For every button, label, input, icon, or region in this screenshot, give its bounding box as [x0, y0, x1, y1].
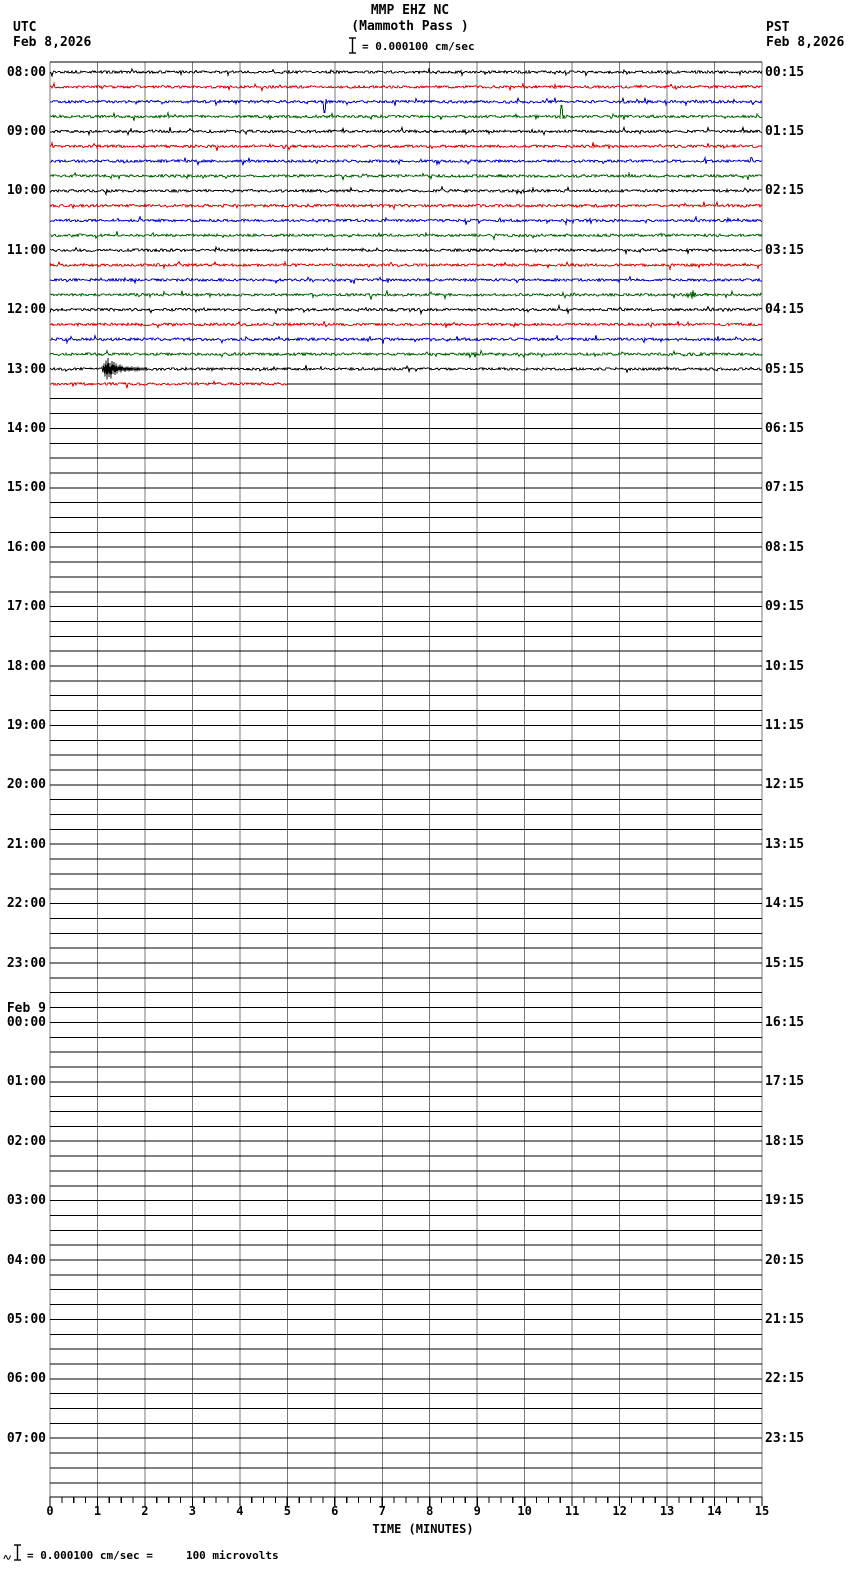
- minute-tick-label: 0: [46, 1504, 54, 1518]
- pst-hour-label: 12:15: [765, 777, 805, 793]
- day-break-label: Feb 9: [6, 1000, 46, 1016]
- pst-hour-label: 21:15: [765, 1311, 805, 1327]
- pst-hour-label: 01:15: [765, 123, 805, 139]
- minute-tick-label: 2: [141, 1504, 149, 1518]
- utc-hour-label: 16:00: [6, 539, 46, 555]
- pst-hour-label: 05:15: [765, 361, 805, 377]
- pst-hour-label: 04:15: [765, 302, 805, 318]
- pst-hour-label: 08:15: [765, 539, 805, 555]
- footer-scale-text: = 0.000100 cm/sec = 100 microvolts: [27, 1549, 279, 1562]
- utc-hour-label: 23:00: [6, 955, 46, 971]
- minute-tick-label: 7: [378, 1504, 386, 1518]
- pst-hour-label: 13:15: [765, 836, 805, 852]
- utc-hour-label: 09:00: [6, 123, 46, 139]
- pst-hour-label: 17:15: [765, 1074, 805, 1090]
- pst-hour-label: 19:15: [765, 1193, 805, 1209]
- station-subtitle: (Mammoth Pass ): [351, 19, 469, 34]
- header-scale-text: = 0.000100 cm/sec: [362, 40, 475, 53]
- minute-tick-label: 13: [659, 1504, 675, 1518]
- pst-hour-label: 06:15: [765, 420, 805, 436]
- station-title: MMP EHZ NC: [370, 3, 450, 18]
- pst-hour-label: 23:15: [765, 1430, 805, 1446]
- minute-tick-label: 6: [331, 1504, 339, 1518]
- pst-hour-label: 11:15: [765, 717, 805, 733]
- utc-hour-label: 15:00: [6, 480, 46, 496]
- utc-hour-label: 22:00: [6, 896, 46, 912]
- utc-hour-label: 10:00: [6, 183, 46, 199]
- minute-tick-label: 3: [188, 1504, 196, 1518]
- utc-hour-label: 14:00: [6, 420, 46, 436]
- utc-hour-label: 00:00: [6, 1014, 46, 1030]
- pst-hour-label: 20:15: [765, 1252, 805, 1268]
- utc-zone-label: UTC: [13, 20, 37, 35]
- pst-hour-label: 18:15: [765, 1133, 805, 1149]
- utc-hour-label: 13:00: [6, 361, 46, 377]
- utc-hour-label: 12:00: [6, 302, 46, 318]
- minute-tick-label: 10: [517, 1504, 532, 1518]
- pst-hour-label: 14:15: [765, 896, 805, 912]
- pst-hour-label: 10:15: [765, 658, 805, 674]
- utc-hour-label: 01:00: [6, 1074, 46, 1090]
- utc-hour-label: 11:00: [6, 242, 46, 258]
- minute-tick-label: 8: [426, 1504, 434, 1518]
- utc-hour-label: 06:00: [6, 1371, 46, 1387]
- footer-scale-bar-icon: [13, 1544, 22, 1561]
- pst-date-label: Feb 8,2026: [766, 35, 845, 50]
- utc-hour-label: 18:00: [6, 658, 46, 674]
- pst-hour-label: 02:15: [765, 183, 805, 199]
- utc-hour-label: 17:00: [6, 599, 46, 615]
- minute-tick-label: 5: [283, 1504, 291, 1518]
- utc-hour-label: 21:00: [6, 836, 46, 852]
- utc-hour-label: 20:00: [6, 777, 46, 793]
- pst-hour-label: 03:15: [765, 242, 805, 258]
- pst-hour-label: 09:15: [765, 599, 805, 615]
- utc-hour-label: 05:00: [6, 1311, 46, 1327]
- pst-hour-label: 22:15: [765, 1371, 805, 1387]
- minute-tick-label: 12: [612, 1504, 627, 1518]
- minute-tick-label: 11: [564, 1504, 580, 1518]
- pst-hour-label: 16:15: [765, 1014, 805, 1030]
- minute-tick-label: 1: [93, 1504, 102, 1518]
- pst-hour-label: 00:15: [765, 64, 805, 80]
- utc-hour-label: 02:00: [6, 1133, 46, 1149]
- x-axis-label: TIME (MINUTES): [372, 1522, 474, 1536]
- minute-tick-label: 15: [754, 1504, 770, 1518]
- utc-hour-label: 07:00: [6, 1430, 46, 1446]
- minute-tick-label: 9: [473, 1504, 481, 1518]
- pst-hour-label: 07:15: [765, 480, 805, 496]
- footer-squiggle-icon: [3, 1551, 13, 1561]
- utc-hour-label: 08:00: [6, 64, 46, 80]
- pst-zone-label: PST: [766, 20, 790, 35]
- utc-hour-label: 04:00: [6, 1252, 46, 1268]
- utc-hour-label: 19:00: [6, 717, 46, 733]
- minute-tick-label: 4: [236, 1504, 244, 1518]
- pst-hour-label: 15:15: [765, 955, 805, 971]
- minute-tick-label: 14: [707, 1504, 722, 1518]
- utc-date-label: Feb 8,2026: [13, 35, 92, 50]
- utc-hour-label: 03:00: [6, 1193, 46, 1209]
